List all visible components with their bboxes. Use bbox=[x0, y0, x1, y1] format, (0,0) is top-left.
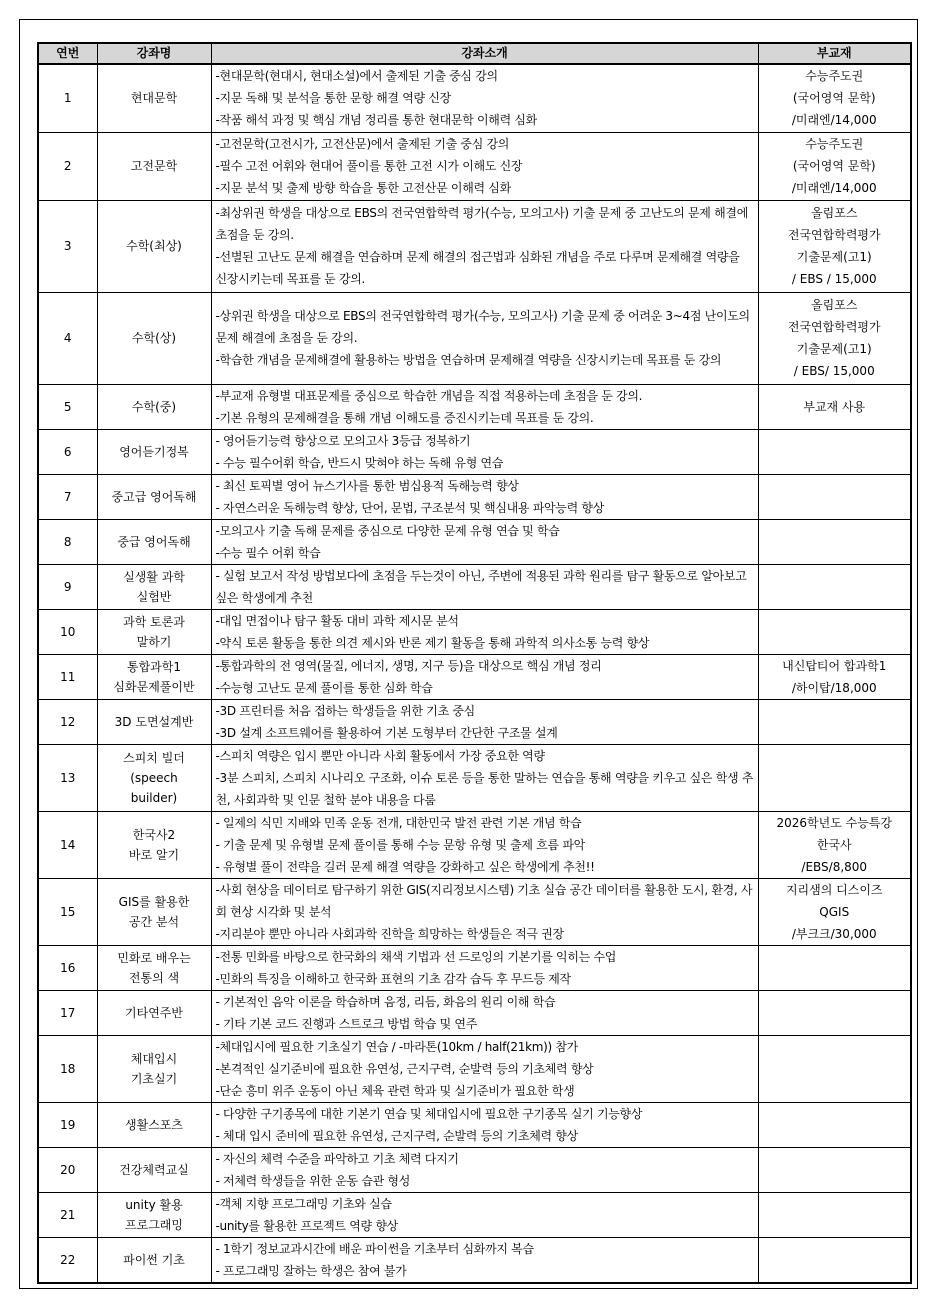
course-description bbox=[211, 811, 758, 878]
course-description bbox=[211, 292, 758, 384]
course-textbook-line: 올림포스 bbox=[811, 206, 858, 220]
course-description-line: -unity를 활용한 프로젝트 역량 향상 bbox=[215, 1218, 398, 1233]
course-description-line: -민화의 특징을 이해하고 한국화 표현의 기초 감각 습득 후 무드등 제작 bbox=[215, 971, 571, 986]
course-description-line: - 체대 입시 준비에 필요한 유연성, 근지구력, 순발력 등의 기초체력 향상 bbox=[215, 1128, 578, 1143]
course-name bbox=[97, 1192, 211, 1237]
course-name-line: 영어듣기정복 bbox=[119, 444, 189, 459]
course-name-line: unity 활용 bbox=[125, 1197, 183, 1212]
course-textbook-line: / EBS/ 15,000 bbox=[793, 364, 875, 378]
course-description bbox=[211, 1237, 758, 1283]
course-description-line: -필수 고전 어휘와 현대어 풀이를 통한 고전 시가 이해도 신장 bbox=[215, 159, 523, 173]
course-textbook-line: /미래엔/14,000 bbox=[791, 181, 877, 195]
course-textbook bbox=[758, 132, 911, 200]
course-textbook bbox=[758, 1237, 911, 1283]
course-name bbox=[97, 744, 211, 811]
course-name-line: 건강체력교실 bbox=[119, 1162, 189, 1177]
header-textbook: 부교재 bbox=[758, 43, 911, 64]
course-description-line: -최상위권 학생을 대상으로 EBS의 전국연합학력 평가(수능, 모의고사) 기출 문제 중 고난도의 문제 해결에 초점을 둔 강의. bbox=[215, 206, 748, 242]
course-description-line: -현대문학(현대시, 현대소설)에서 출제된 기출 중심 강의 bbox=[215, 69, 498, 84]
course-number: 3 bbox=[38, 200, 97, 292]
course-description-line: - 실험 보고서 작성 방법보다에 초점을 두는것이 아닌, 주변에 적용된 과학 원리를 탐구 활동으로 알아보고 싶은 학생에게 추천 bbox=[215, 568, 747, 605]
course-name-line: 수학(상) bbox=[131, 331, 177, 345]
course-number: 8 bbox=[38, 519, 97, 564]
course-number: 15 bbox=[38, 878, 97, 945]
course-description-line: -본격적인 실기준비에 필요한 유연성, 근지구력, 순발력 등의 기초체력 향상 bbox=[215, 1061, 594, 1076]
course-description-line: - 자연스러운 독해능력 향상, 단어, 문법, 구조분석 및 핵심내용 파악능력 향상 bbox=[215, 500, 604, 515]
course-name-line: 통합과학1 bbox=[126, 659, 181, 674]
course-description-line: - 기본적인 음악 이론을 학습하며 음정, 리듬, 화음의 원리 이해 학습 bbox=[215, 994, 556, 1009]
course-description-line: -지문 독해 및 분석을 통한 문항 해결 역량 신장 bbox=[215, 91, 451, 106]
course-description-line: - 1학기 정보교과시간에 배운 파이썬을 기초부터 심화까지 복습 bbox=[215, 1241, 534, 1256]
course-textbook-line: /하이탑/18,000 bbox=[791, 680, 877, 695]
course-name bbox=[97, 292, 211, 384]
course-textbook bbox=[758, 744, 911, 811]
course-description-line: -모의고사 기출 독해 문제를 중심으로 다양한 문제 유형 연습 및 학습 bbox=[215, 523, 560, 538]
course-number: 18 bbox=[38, 1035, 97, 1102]
course-name-line: 생활스포츠 bbox=[125, 1117, 183, 1132]
table-row bbox=[38, 1147, 911, 1192]
course-description-line: - 유형별 풀이 전략을 길러 문제 해결 역량을 강화하고 싶은 학생에게 추천!! bbox=[215, 859, 595, 874]
course-textbook-line: /EBS/8,800 bbox=[801, 859, 868, 874]
course-number: 1 bbox=[38, 64, 97, 132]
course-number: 2 bbox=[38, 132, 97, 200]
course-name bbox=[97, 878, 211, 945]
course-number: 10 bbox=[38, 609, 97, 654]
course-textbook bbox=[758, 200, 911, 292]
course-name-line: 중급 영어독해 bbox=[117, 534, 191, 549]
course-name-line: 민화로 배우는 bbox=[117, 950, 191, 965]
course-textbook-line: 올림포스 bbox=[811, 298, 858, 312]
course-name bbox=[97, 654, 211, 699]
table-row bbox=[38, 878, 911, 945]
course-description-line: -대입 면접이나 탐구 활동 대비 과학 제시문 분석 bbox=[215, 613, 459, 628]
course-description bbox=[211, 945, 758, 990]
course-description-line: -상위권 학생을 대상으로 EBS의 전국연합학력 평가(수능, 모의고사) 기출 문제 중 어려운 3~4점 난이도의 문제 해결에 초점을 둔 강의. bbox=[215, 309, 750, 345]
course-description-line: -지리분야 뿐만 아니라 사회과학 진학을 희망하는 학생들은 적극 권장 bbox=[215, 926, 564, 941]
course-description-line: -전통 민화를 바탕으로 한국화의 채색 기법과 선 드로잉의 기본기를 익히는 수업 bbox=[215, 949, 617, 964]
course-description bbox=[211, 564, 758, 609]
table-row bbox=[38, 1192, 911, 1237]
table-row bbox=[38, 699, 911, 744]
course-name-line: 바로 알기 bbox=[128, 847, 180, 862]
course-textbook-line: (국어영역 문학) bbox=[792, 159, 876, 173]
course-name bbox=[97, 384, 211, 429]
course-name bbox=[97, 519, 211, 564]
course-textbook bbox=[758, 474, 911, 519]
course-number: 13 bbox=[38, 744, 97, 811]
course-name bbox=[97, 132, 211, 200]
course-description-line: -선별된 고난도 문제 해결을 연습하며 문제 해결의 접근법과 심화된 개념을 주로 다루며 문제해결 역량을 신장시키는데 목표를 둔 강의. bbox=[215, 250, 740, 286]
table-row bbox=[38, 200, 911, 292]
course-name bbox=[97, 945, 211, 990]
course-number: 20 bbox=[38, 1147, 97, 1192]
course-description bbox=[211, 132, 758, 200]
table-row bbox=[38, 564, 911, 609]
course-description bbox=[211, 1147, 758, 1192]
course-name bbox=[97, 1102, 211, 1147]
course-description-line: -통합과학의 전 영역(물질, 에너지, 생명, 지구 등)을 대상으로 핵심 개념 정리 bbox=[215, 658, 602, 673]
course-textbook bbox=[758, 990, 911, 1035]
table-row bbox=[38, 654, 911, 699]
course-name-line: 기초실기 bbox=[130, 1071, 178, 1086]
course-textbook-line: 수능주도권 bbox=[805, 69, 864, 84]
course-number: 7 bbox=[38, 474, 97, 519]
course-textbook-line: 지리샘의 디스이즈 bbox=[785, 882, 883, 897]
course-number: 16 bbox=[38, 945, 97, 990]
course-description-line: -지문 분석 및 출제 방향 학습을 통한 고전산문 이해력 심화 bbox=[215, 181, 511, 195]
course-name-line: 파이썬 기초 bbox=[123, 1252, 185, 1267]
course-textbook-line: 전국연합학력평가 bbox=[787, 320, 881, 334]
table-row bbox=[38, 292, 911, 384]
course-description-line: -고전문학(고전시가, 고전산문)에서 출제된 기출 중심 강의 bbox=[215, 137, 510, 151]
course-description-line: - 기출 문제 및 유형별 문제 풀이를 통해 수능 문항 유형 및 출제 흐름 파악 bbox=[215, 837, 585, 852]
course-textbook-line: 내신탑티어 합과학1 bbox=[782, 658, 887, 673]
course-textbook bbox=[758, 878, 911, 945]
course-description-line: -객체 지향 프로그래밍 기초와 실습 bbox=[215, 1196, 392, 1211]
course-description-line: -학습한 개념을 문제해결에 활용하는 방법을 연습하며 문제해결 역량을 신장시키는데 목표를 둔 강의 bbox=[215, 353, 722, 367]
course-name-line: (speech bbox=[130, 770, 178, 785]
course-name-line: 실생활 과학 bbox=[123, 569, 185, 584]
course-name-line: 체대입시 bbox=[130, 1051, 178, 1066]
course-description-line: - 영어듣기능력 향상으로 모의고사 3등급 정복하기 bbox=[215, 433, 471, 448]
course-textbook bbox=[758, 1147, 911, 1192]
course-description bbox=[211, 609, 758, 654]
course-description bbox=[211, 699, 758, 744]
table-row bbox=[38, 990, 911, 1035]
course-number: 19 bbox=[38, 1102, 97, 1147]
course-name-line: 한국사2 bbox=[132, 827, 176, 842]
course-name bbox=[97, 699, 211, 744]
course-name-line: 3D 도면설계반 bbox=[114, 714, 194, 729]
header-number: 연번 bbox=[38, 43, 97, 64]
table-row bbox=[38, 474, 911, 519]
table-row bbox=[38, 64, 911, 132]
course-number: 6 bbox=[38, 429, 97, 474]
course-description bbox=[211, 1102, 758, 1147]
course-description-line: - 일제의 식민 지배와 민족 운동 전개, 대한민국 발전 관련 기본 개념 학습 bbox=[215, 815, 582, 830]
course-description-line: - 기타 기본 코드 진행과 스트로크 방법 학습 및 연주 bbox=[215, 1016, 478, 1031]
course-description-line: -기본 유형의 문제해결을 통해 개념 이해도를 증진시키는데 목표를 둔 강의. bbox=[215, 410, 594, 425]
course-name-line: 수학(중) bbox=[131, 399, 177, 414]
course-name-line: 중고급 영어독해 bbox=[111, 489, 197, 504]
course-textbook-line: 전국연합학력평가 bbox=[787, 228, 881, 242]
course-name-line: GIS를 활용한 bbox=[118, 894, 190, 909]
table-header-row bbox=[38, 43, 911, 64]
course-description-line: - 자신의 체력 수준을 파악하고 기초 체력 다지기 bbox=[215, 1151, 459, 1166]
table-row bbox=[38, 1102, 911, 1147]
course-textbook bbox=[758, 519, 911, 564]
course-textbook bbox=[758, 1035, 911, 1102]
course-textbook-line: /부크크/30,000 bbox=[791, 926, 877, 941]
course-number: 17 bbox=[38, 990, 97, 1035]
course-number: 9 bbox=[38, 564, 97, 609]
course-description bbox=[211, 429, 758, 474]
course-name bbox=[97, 474, 211, 519]
course-description-line: -수능 필수 어휘 학습 bbox=[215, 545, 321, 560]
course-description bbox=[211, 64, 758, 132]
course-textbook bbox=[758, 1102, 911, 1147]
table-row bbox=[38, 429, 911, 474]
course-textbook bbox=[758, 609, 911, 654]
table-body bbox=[38, 64, 911, 1283]
course-number: 22 bbox=[38, 1237, 97, 1283]
course-name-line: 말하기 bbox=[136, 634, 172, 649]
course-name-line: 과학 토론과 bbox=[123, 614, 185, 629]
table-row bbox=[38, 519, 911, 564]
course-textbook bbox=[758, 945, 911, 990]
table-row bbox=[38, 1237, 911, 1283]
table-row bbox=[38, 811, 911, 878]
course-description bbox=[211, 384, 758, 429]
course-name bbox=[97, 990, 211, 1035]
course-textbook-line: 부교재 사용 bbox=[803, 399, 866, 414]
course-name-line: 전통의 색 bbox=[128, 970, 180, 985]
course-textbook bbox=[758, 429, 911, 474]
course-name-line: 프로그래밍 bbox=[125, 1217, 183, 1232]
course-description bbox=[211, 990, 758, 1035]
course-description-line: -3D 설계 소프트웨어를 활용하여 기본 도형부터 간단한 구조물 설계 bbox=[215, 725, 558, 740]
course-name bbox=[97, 64, 211, 132]
course-name bbox=[97, 429, 211, 474]
table-row bbox=[38, 132, 911, 200]
course-name-line: 현대문학 bbox=[130, 91, 178, 106]
course-textbook bbox=[758, 1192, 911, 1237]
course-number: 12 bbox=[38, 699, 97, 744]
course-description-line: -3D 프린터를 처음 접하는 학생들을 위한 기초 중심 bbox=[215, 703, 475, 718]
course-description bbox=[211, 1035, 758, 1102]
header-course-description: 강좌소개 bbox=[211, 43, 758, 64]
course-textbook bbox=[758, 292, 911, 384]
course-number: 14 bbox=[38, 811, 97, 878]
course-textbook-line: QGIS bbox=[819, 904, 850, 919]
table-row bbox=[38, 384, 911, 429]
table-row bbox=[38, 744, 911, 811]
course-name-line: 고전문학 bbox=[130, 159, 178, 173]
course-description-line: -체대입시에 필요한 기초실기 연습 / -마라톤(10km / half(21km)) 참가 bbox=[215, 1039, 578, 1054]
course-description-line: -스피치 역량은 입시 뿐만 아니라 사회 활동에서 가장 중요한 역량 bbox=[215, 748, 545, 763]
course-number: 4 bbox=[38, 292, 97, 384]
course-description-line: - 다양한 구기종목에 대한 기본기 연습 및 체대입시에 필요한 구기종목 실기 기능향상 bbox=[215, 1106, 643, 1121]
course-textbook bbox=[758, 654, 911, 699]
course-description-line: - 프로그래밍 잘하는 학생은 참여 불가 bbox=[215, 1263, 407, 1278]
course-name-line: 기타연주반 bbox=[125, 1005, 183, 1020]
course-textbook-line: 한국사 bbox=[816, 837, 852, 852]
course-name bbox=[97, 564, 211, 609]
course-textbook-line: /미래엔/14,000 bbox=[791, 113, 877, 128]
course-number: 5 bbox=[38, 384, 97, 429]
course-description-line: -약식 토론 활동을 통한 의견 제시와 반론 제기 활동을 통해 과학적 의사소통 능력 향상 bbox=[215, 635, 650, 650]
table-row bbox=[38, 609, 911, 654]
course-table bbox=[37, 42, 912, 1284]
header-course-name: 강좌명 bbox=[97, 43, 211, 64]
course-description bbox=[211, 519, 758, 564]
course-description-line: -수능형 고난도 문제 풀이를 통한 심화 학습 bbox=[215, 680, 433, 695]
course-name-line: builder) bbox=[130, 790, 178, 805]
course-textbook-line: 2026학년도 수능특강 bbox=[776, 815, 892, 830]
course-name bbox=[97, 1035, 211, 1102]
course-name bbox=[97, 811, 211, 878]
course-name bbox=[97, 1147, 211, 1192]
course-textbook-line: 기출문제(고1) bbox=[796, 342, 872, 356]
course-description bbox=[211, 1192, 758, 1237]
course-name-line: 실험반 bbox=[136, 589, 172, 604]
course-description bbox=[211, 744, 758, 811]
course-name-line: 수학(최상) bbox=[126, 239, 182, 253]
course-textbook bbox=[758, 384, 911, 429]
course-name-line: 스피치 빌더 bbox=[123, 750, 185, 765]
course-description bbox=[211, 654, 758, 699]
course-description-line: -사회 현상을 데이터로 탐구하기 위한 GIS(지리정보시스템) 기초 실습 공간 데이터를 활용한 도시, 환경, 사회 현상 시각화 및 분석 bbox=[215, 882, 753, 919]
course-textbook bbox=[758, 699, 911, 744]
course-description-line: -부교재 유형별 대표문제를 중심으로 학습한 개념을 직접 적용하는데 초점을 둔 강의. bbox=[215, 388, 643, 403]
course-textbook bbox=[758, 811, 911, 878]
course-textbook-line: / EBS / 15,000 bbox=[791, 272, 877, 286]
course-textbook-line: (국어영역 문학) bbox=[792, 91, 876, 106]
course-description-line: -작품 해석 과정 및 핵심 개념 정리를 통한 현대문학 이해력 심화 bbox=[215, 113, 537, 128]
course-textbook-line: 기출문제(고1) bbox=[796, 250, 872, 264]
course-description-line: -3분 스피치, 스피치 시나리오 구조화, 이슈 토론 등을 통한 말하는 연습을 통해 역량을 키우고 싶은 학생 추천, 사회과학 및 인문 철학 분야 내용을 다룸 bbox=[215, 770, 754, 807]
course-textbook bbox=[758, 64, 911, 132]
course-number: 21 bbox=[38, 1192, 97, 1237]
course-description bbox=[211, 474, 758, 519]
course-name bbox=[97, 1237, 211, 1283]
course-description-line: - 저체력 학생들을 위한 운동 습관 형성 bbox=[215, 1173, 410, 1188]
course-name-line: 공간 분석 bbox=[128, 914, 180, 929]
course-name-line: 심화문제풀이반 bbox=[113, 679, 195, 694]
course-description-line: - 최신 토픽별 영어 뉴스기사를 통한 범십용적 독해능력 향상 bbox=[215, 478, 519, 493]
table-row bbox=[38, 945, 911, 990]
course-description bbox=[211, 200, 758, 292]
course-name bbox=[97, 609, 211, 654]
course-number: 11 bbox=[38, 654, 97, 699]
course-textbook bbox=[758, 564, 911, 609]
course-name bbox=[97, 200, 211, 292]
course-description bbox=[211, 878, 758, 945]
course-description-line: -단순 흥미 위주 운동이 아닌 체육 관련 학과 및 실기준비가 필요한 학생 bbox=[215, 1083, 575, 1098]
course-textbook-line: 수능주도권 bbox=[805, 137, 864, 151]
table-row bbox=[38, 1035, 911, 1102]
course-description-line: - 수능 필수어휘 학습, 반드시 맞혀야 하는 독해 유형 연습 bbox=[215, 455, 504, 470]
